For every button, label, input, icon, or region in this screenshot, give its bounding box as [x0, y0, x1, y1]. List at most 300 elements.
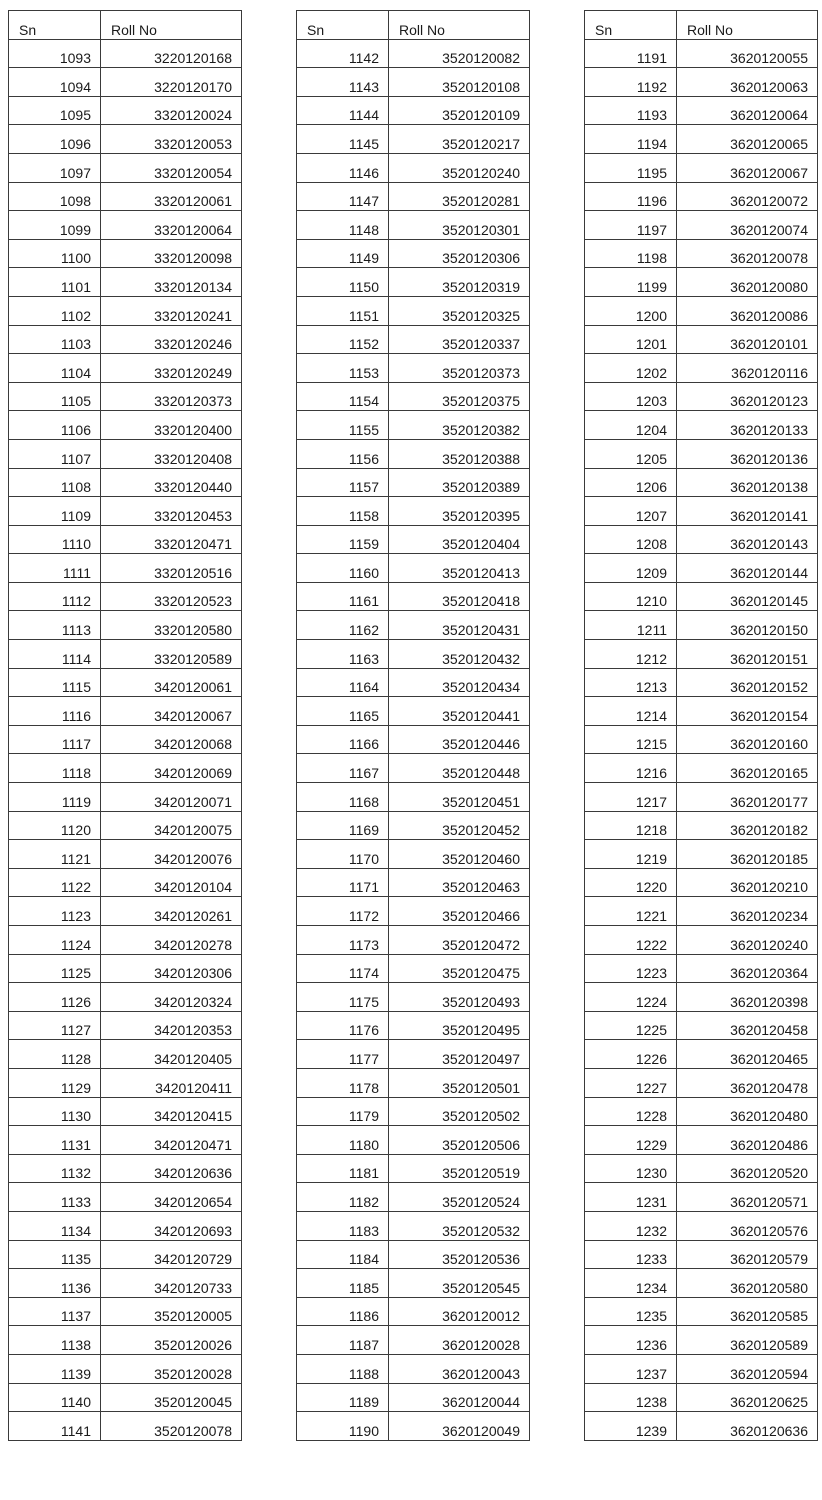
sn-cell: 1134 [9, 1211, 101, 1240]
roll-no-cell: 3620120234 [677, 897, 818, 926]
sn-cell: 1123 [9, 897, 101, 926]
table-row [297, 211, 530, 240]
sn-cell: 1238 [585, 1383, 677, 1412]
sn-cell: 1170 [297, 840, 389, 869]
table-row [585, 296, 818, 325]
roll-no-cell: 3620120177 [677, 783, 818, 812]
roll-no-cell: 3520120028 [101, 1354, 242, 1383]
table-row [585, 382, 818, 411]
roll-no-cell: 3320120589 [101, 640, 242, 669]
roll-no-cell: 3520120434 [389, 668, 530, 697]
roll-no-cell: 3320120400 [101, 411, 242, 440]
sn-cell: 1231 [585, 1183, 677, 1212]
roll-no-cell: 3620120571 [677, 1183, 818, 1212]
sn-cell: 1117 [9, 725, 101, 754]
table-row [585, 439, 818, 468]
roll-no-cell: 3320120054 [101, 153, 242, 182]
table-row [9, 983, 242, 1012]
table-row [9, 1126, 242, 1155]
roll-no-cell: 3620120165 [677, 754, 818, 783]
sn-cell: 1126 [9, 983, 101, 1012]
sn-cell: 1106 [9, 411, 101, 440]
sn-cell: 1184 [297, 1240, 389, 1269]
sn-cell: 1147 [297, 182, 389, 211]
roll-no-cell: 3620120044 [389, 1383, 530, 1412]
sn-cell: 1162 [297, 611, 389, 640]
roll-no-cell: 3320120246 [101, 325, 242, 354]
roll-no-cell: 3520120452 [389, 811, 530, 840]
sn-cell: 1146 [297, 153, 389, 182]
sn-cell: 1128 [9, 1040, 101, 1069]
roll-no-cell: 3420120306 [101, 954, 242, 983]
roll-no-cell: 3420120654 [101, 1183, 242, 1212]
roll-no-cell: 3620120063 [677, 68, 818, 97]
sn-cell: 1148 [297, 211, 389, 240]
roll-no-cell: 3520120319 [389, 268, 530, 297]
roll-no-cell: 3620120028 [389, 1326, 530, 1355]
roll-no-cell: 3420120733 [101, 1269, 242, 1298]
roll-no-cell: 3620120049 [389, 1412, 530, 1441]
table-row [9, 1154, 242, 1183]
sn-cell: 1157 [297, 468, 389, 497]
table-row [297, 68, 530, 97]
roll-no-cell: 3520120413 [389, 554, 530, 583]
sn-cell: 1202 [585, 354, 677, 383]
table-row [9, 153, 242, 182]
sn-cell: 1111 [9, 554, 101, 583]
sn-cell: 1110 [9, 525, 101, 554]
roll-no-cell: 3520120373 [389, 354, 530, 383]
roll-no-cell: 3520120451 [389, 783, 530, 812]
roll-no-cell: 3520120446 [389, 725, 530, 754]
roll-no-cell: 3620120055 [677, 39, 818, 68]
roll-no-cell: 3420120104 [101, 868, 242, 897]
table-row [297, 325, 530, 354]
sn-cell: 1188 [297, 1354, 389, 1383]
roll-no-cell: 3520120495 [389, 1011, 530, 1040]
table-row [297, 582, 530, 611]
roll-no-cell: 3520120502 [389, 1097, 530, 1126]
roll-no-cell: 3620120078 [677, 239, 818, 268]
table-row [297, 1211, 530, 1240]
sn-cell: 1100 [9, 239, 101, 268]
table-row [9, 439, 242, 468]
sn-cell: 1119 [9, 783, 101, 812]
table-row [585, 1269, 818, 1298]
table-row [297, 754, 530, 783]
roll-no-cell: 3620120364 [677, 954, 818, 983]
sn-cell: 1129 [9, 1068, 101, 1097]
sn-cell: 1217 [585, 783, 677, 812]
sn-cell: 1139 [9, 1354, 101, 1383]
table-row [9, 354, 242, 383]
sn-cell: 1132 [9, 1154, 101, 1183]
roll-no-cell: 3520120217 [389, 125, 530, 154]
sn-cell: 1174 [297, 954, 389, 983]
sn-cell: 1154 [297, 382, 389, 411]
table-row [9, 868, 242, 897]
table-row [9, 954, 242, 983]
roll-no-cell: 3620120141 [677, 497, 818, 526]
roll-no-cell: 3620120116 [677, 354, 818, 383]
sn-cell: 1144 [297, 96, 389, 125]
table-row [585, 325, 818, 354]
table-row [9, 68, 242, 97]
roll-no-cell: 3420120411 [101, 1068, 242, 1097]
roll-no-cell: 3620120123 [677, 382, 818, 411]
roll-table-2 [296, 10, 530, 1441]
sn-cell: 1153 [297, 354, 389, 383]
roll-no-cell: 3620120133 [677, 411, 818, 440]
sn-cell: 1222 [585, 926, 677, 955]
roll-no-cell: 3620120150 [677, 611, 818, 640]
roll-no-header: Roll No [389, 11, 530, 40]
table-row [585, 840, 818, 869]
sn-cell: 1177 [297, 1040, 389, 1069]
table-row [9, 640, 242, 669]
sn-cell: 1136 [9, 1269, 101, 1298]
table-row [585, 1183, 818, 1212]
roll-no-cell: 3620120576 [677, 1211, 818, 1240]
table-row [585, 640, 818, 669]
table-row [9, 582, 242, 611]
roll-table-1 [8, 10, 242, 1441]
table-row [9, 1383, 242, 1412]
roll-no-cell: 3420120261 [101, 897, 242, 926]
table-row [585, 239, 818, 268]
roll-no-cell: 3320120053 [101, 125, 242, 154]
roll-no-cell: 3520120108 [389, 68, 530, 97]
sn-cell: 1131 [9, 1126, 101, 1155]
roll-no-cell: 3520120519 [389, 1154, 530, 1183]
table-row [9, 382, 242, 411]
table-row [9, 39, 242, 68]
sn-cell: 1193 [585, 96, 677, 125]
sn-cell: 1113 [9, 611, 101, 640]
table-row [585, 497, 818, 526]
table-row [585, 1383, 818, 1412]
roll-no-cell: 3420120729 [101, 1240, 242, 1269]
roll-no-cell: 3220120170 [101, 68, 242, 97]
roll-no-cell: 3620120636 [677, 1412, 818, 1441]
table-row [297, 296, 530, 325]
roll-no-cell: 3620120182 [677, 811, 818, 840]
roll-no-cell: 3620120138 [677, 468, 818, 497]
sn-cell: 1137 [9, 1297, 101, 1326]
sn-cell: 1195 [585, 153, 677, 182]
table-row [297, 1011, 530, 1040]
roll-no-cell: 3320120580 [101, 611, 242, 640]
table-row [9, 1040, 242, 1069]
roll-no-cell: 3520120375 [389, 382, 530, 411]
sn-header: Sn [585, 11, 677, 40]
roll-no-cell: 3520120045 [101, 1383, 242, 1412]
sn-cell: 1159 [297, 525, 389, 554]
sn-cell: 1209 [585, 554, 677, 583]
sn-cell: 1220 [585, 868, 677, 897]
table-row [9, 611, 242, 640]
table-row [9, 296, 242, 325]
roll-no-cell: 3520120306 [389, 239, 530, 268]
table-row [297, 39, 530, 68]
sn-cell: 1097 [9, 153, 101, 182]
roll-no-cell: 3620120579 [677, 1240, 818, 1269]
roll-no-cell: 3420120278 [101, 926, 242, 955]
sn-cell: 1171 [297, 868, 389, 897]
table-row [9, 211, 242, 240]
sn-cell: 1192 [585, 68, 677, 97]
table-row [297, 1412, 530, 1441]
table-row [585, 39, 818, 68]
roll-no-cell: 3520120472 [389, 926, 530, 955]
table-row [297, 868, 530, 897]
sn-cell: 1236 [585, 1326, 677, 1355]
table-row [297, 697, 530, 726]
table-row [9, 1269, 242, 1298]
sn-cell: 1109 [9, 497, 101, 526]
table-row [585, 754, 818, 783]
roll-no-cell: 3520120501 [389, 1068, 530, 1097]
sn-cell: 1215 [585, 725, 677, 754]
table-row [297, 153, 530, 182]
roll-no-cell: 3620120240 [677, 926, 818, 955]
sn-cell: 1204 [585, 411, 677, 440]
table-row [585, 1412, 818, 1441]
table-row [297, 1126, 530, 1155]
roll-no-cell: 3520120497 [389, 1040, 530, 1069]
roll-no-cell: 3620120458 [677, 1011, 818, 1040]
roll-no-cell: 3420120076 [101, 840, 242, 869]
sn-cell: 1112 [9, 582, 101, 611]
roll-no-cell: 3320120249 [101, 354, 242, 383]
roll-no-cell: 3620120136 [677, 439, 818, 468]
roll-no-cell: 3320120098 [101, 239, 242, 268]
roll-no-cell: 3420120069 [101, 754, 242, 783]
roll-no-cell: 3620120152 [677, 668, 818, 697]
table-row [297, 1297, 530, 1326]
table-row [585, 411, 818, 440]
sn-cell: 1149 [297, 239, 389, 268]
sn-cell: 1223 [585, 954, 677, 983]
sn-cell: 1108 [9, 468, 101, 497]
roll-no-cell: 3520120536 [389, 1240, 530, 1269]
roll-no-cell: 3620120064 [677, 96, 818, 125]
roll-no-cell: 3420120353 [101, 1011, 242, 1040]
roll-no-cell: 3420120471 [101, 1126, 242, 1155]
table-row [585, 1326, 818, 1355]
table-row [9, 668, 242, 697]
table-row [297, 1097, 530, 1126]
table-row [585, 611, 818, 640]
table-row [297, 1240, 530, 1269]
table-row [9, 468, 242, 497]
table-row [297, 1383, 530, 1412]
roll-no-cell: 3420120061 [101, 668, 242, 697]
sn-cell: 1145 [297, 125, 389, 154]
roll-no-cell: 3620120065 [677, 125, 818, 154]
roll-no-cell: 3520120325 [389, 296, 530, 325]
sn-cell: 1228 [585, 1097, 677, 1126]
table-row [297, 954, 530, 983]
sn-cell: 1138 [9, 1326, 101, 1355]
sn-cell: 1164 [297, 668, 389, 697]
roll-no-cell: 3620120151 [677, 640, 818, 669]
roll-no-cell: 3420120068 [101, 725, 242, 754]
sn-cell: 1107 [9, 439, 101, 468]
roll-no-cell: 3420120071 [101, 783, 242, 812]
sn-cell: 1158 [297, 497, 389, 526]
sn-cell: 1155 [297, 411, 389, 440]
table-row [297, 525, 530, 554]
sn-cell: 1127 [9, 1011, 101, 1040]
table-row [9, 497, 242, 526]
table-row [9, 1183, 242, 1212]
header-row [585, 11, 818, 40]
table-row [297, 1354, 530, 1383]
sn-cell: 1114 [9, 640, 101, 669]
sn-cell: 1176 [297, 1011, 389, 1040]
roll-no-cell: 3520120109 [389, 96, 530, 125]
table-row [297, 96, 530, 125]
roll-no-cell: 3620120145 [677, 582, 818, 611]
table-row [297, 554, 530, 583]
roll-no-cell: 3620120074 [677, 211, 818, 240]
sn-cell: 1152 [297, 325, 389, 354]
table-row [9, 926, 242, 955]
sn-cell: 1093 [9, 39, 101, 68]
table-row [9, 811, 242, 840]
table-row [9, 239, 242, 268]
sn-cell: 1201 [585, 325, 677, 354]
table-row [585, 1126, 818, 1155]
roll-no-cell: 3520120026 [101, 1326, 242, 1355]
roll-no-cell: 3320120241 [101, 296, 242, 325]
sn-header: Sn [297, 11, 389, 40]
sn-cell: 1185 [297, 1269, 389, 1298]
sn-cell: 1190 [297, 1412, 389, 1441]
roll-no-cell: 3320120061 [101, 182, 242, 211]
roll-no-cell: 3520120460 [389, 840, 530, 869]
table-row [9, 1011, 242, 1040]
table-row [9, 725, 242, 754]
roll-no-cell: 3420120067 [101, 697, 242, 726]
table-row [297, 354, 530, 383]
table-row [585, 268, 818, 297]
sn-cell: 1235 [585, 1297, 677, 1326]
table-row [9, 840, 242, 869]
roll-no-cell: 3520120418 [389, 582, 530, 611]
roll-no-cell: 3520120506 [389, 1126, 530, 1155]
sn-cell: 1173 [297, 926, 389, 955]
table-row [9, 1097, 242, 1126]
roll-no-cell: 3520120545 [389, 1269, 530, 1298]
table-row [297, 725, 530, 754]
table-row [585, 1354, 818, 1383]
sn-cell: 1156 [297, 439, 389, 468]
table-row [585, 783, 818, 812]
sn-cell: 1233 [585, 1240, 677, 1269]
sn-cell: 1180 [297, 1126, 389, 1155]
roll-no-cell: 3520120382 [389, 411, 530, 440]
sn-cell: 1094 [9, 68, 101, 97]
sn-cell: 1186 [297, 1297, 389, 1326]
sn-cell: 1221 [585, 897, 677, 926]
roll-no-cell: 3420120405 [101, 1040, 242, 1069]
roll-no-cell: 3620120520 [677, 1154, 818, 1183]
table-row [585, 1097, 818, 1126]
roll-no-cell: 3520120466 [389, 897, 530, 926]
sn-cell: 1142 [297, 39, 389, 68]
roll-no-cell: 3620120210 [677, 868, 818, 897]
roll-no-cell: 3320120064 [101, 211, 242, 240]
sn-cell: 1216 [585, 754, 677, 783]
table-row [9, 96, 242, 125]
roll-no-cell: 3620120080 [677, 268, 818, 297]
roll-no-cell: 3620120067 [677, 153, 818, 182]
table-row [297, 668, 530, 697]
table-row [297, 268, 530, 297]
table-row [585, 68, 818, 97]
table-row [585, 1040, 818, 1069]
sn-cell: 1187 [297, 1326, 389, 1355]
sn-cell: 1226 [585, 1040, 677, 1069]
table-row [585, 354, 818, 383]
table-row [9, 1297, 242, 1326]
roll-no-cell: 3420120693 [101, 1211, 242, 1240]
table-row [9, 754, 242, 783]
sn-cell: 1189 [297, 1383, 389, 1412]
table-row [297, 1068, 530, 1097]
roll-no-cell: 3520120463 [389, 868, 530, 897]
sn-cell: 1172 [297, 897, 389, 926]
sn-cell: 1183 [297, 1211, 389, 1240]
table-row [9, 1412, 242, 1441]
sn-cell: 1205 [585, 439, 677, 468]
roll-no-cell: 3620120478 [677, 1068, 818, 1097]
roll-no-cell: 3320120440 [101, 468, 242, 497]
sn-cell: 1227 [585, 1068, 677, 1097]
sn-cell: 1166 [297, 725, 389, 754]
table-row [297, 239, 530, 268]
roll-no-cell: 3620120625 [677, 1383, 818, 1412]
roll-no-cell: 3620120144 [677, 554, 818, 583]
sn-cell: 1116 [9, 697, 101, 726]
sn-cell: 1239 [585, 1412, 677, 1441]
table-row [585, 1154, 818, 1183]
roll-no-cell: 3320120516 [101, 554, 242, 583]
sn-cell: 1118 [9, 754, 101, 783]
table-row [297, 897, 530, 926]
sn-cell: 1141 [9, 1412, 101, 1441]
table-row [585, 983, 818, 1012]
sn-cell: 1120 [9, 811, 101, 840]
roll-no-cell: 3320120373 [101, 382, 242, 411]
sn-cell: 1197 [585, 211, 677, 240]
sn-cell: 1099 [9, 211, 101, 240]
sn-cell: 1135 [9, 1240, 101, 1269]
sn-cell: 1218 [585, 811, 677, 840]
roll-no-cell: 3520120389 [389, 468, 530, 497]
table-row [297, 182, 530, 211]
table-row [9, 897, 242, 926]
table-row [9, 525, 242, 554]
roll-no-cell: 3620120398 [677, 983, 818, 1012]
sn-cell: 1230 [585, 1154, 677, 1183]
roll-no-cell: 3420120415 [101, 1097, 242, 1126]
roll-no-cell: 3520120395 [389, 497, 530, 526]
roll-no-cell: 3520120082 [389, 39, 530, 68]
table-row [585, 125, 818, 154]
